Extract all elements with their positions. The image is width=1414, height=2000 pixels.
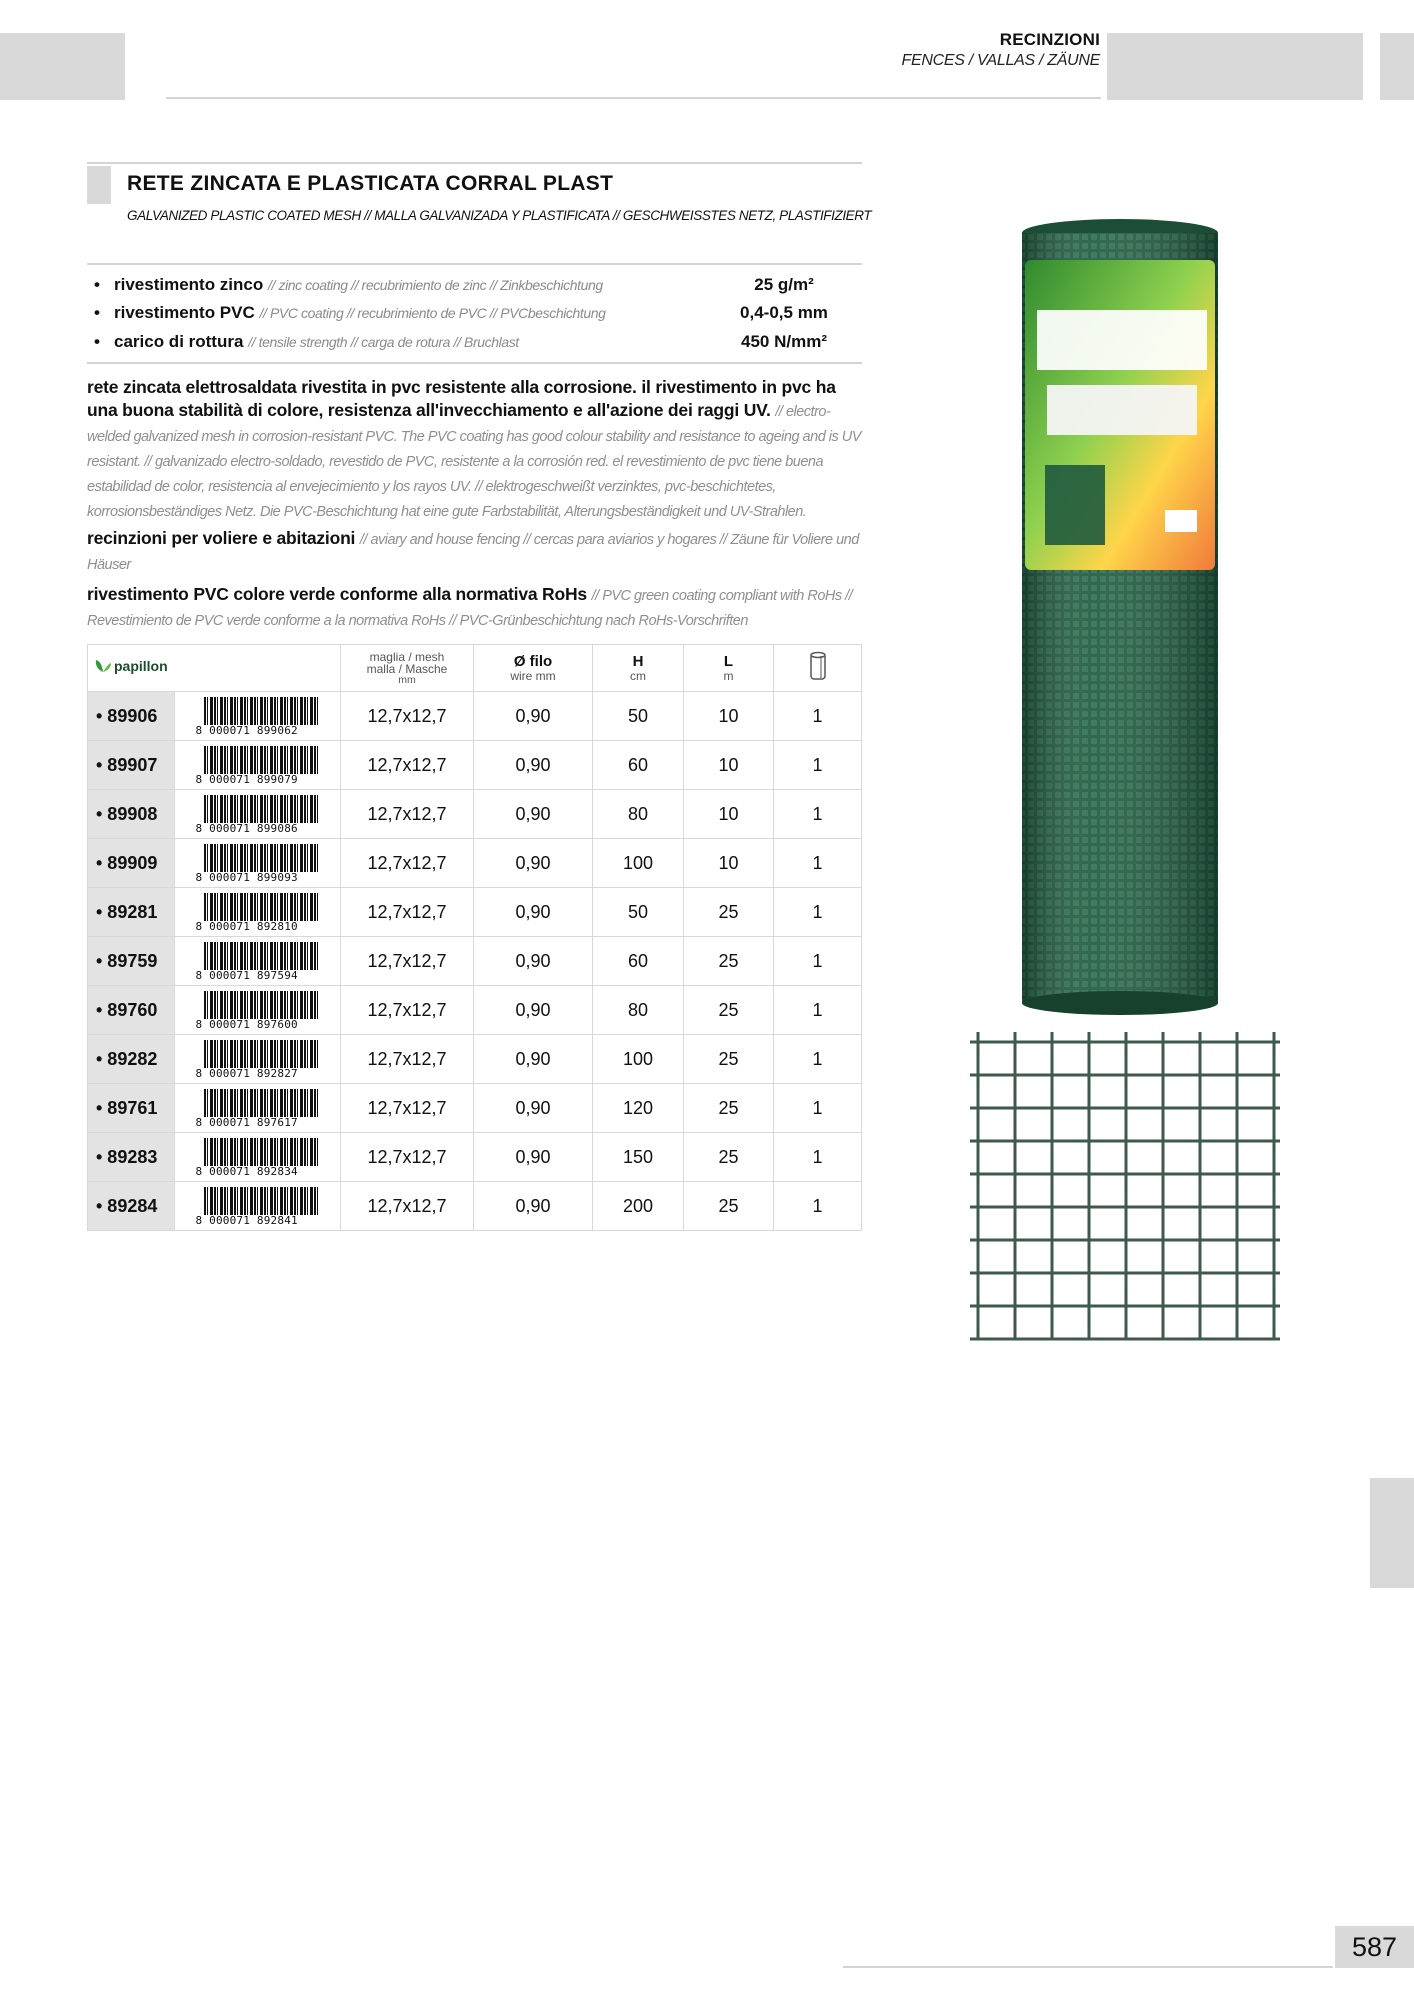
spec-value: 25 g/m²: [754, 275, 814, 294]
barcode-number: 8 000071 892834: [196, 1166, 320, 1178]
barcode-cell: [175, 937, 341, 986]
cell-wire: 0,90: [474, 937, 593, 986]
header-rule: [166, 97, 1101, 99]
cell-qty: 1: [774, 1133, 862, 1182]
cell-wire: 0,90: [474, 888, 593, 937]
barcode-cell: [175, 1182, 341, 1231]
cell-wire: 0,90: [474, 692, 593, 741]
cell-l: 25: [684, 1182, 774, 1231]
barcode: [196, 1185, 320, 1227]
barcode: [196, 891, 320, 933]
cell-h: 50: [593, 888, 684, 937]
barcode-number: 8 000071 897617: [196, 1117, 320, 1129]
cell-qty: 1: [774, 839, 862, 888]
cell-wire: 0,90: [474, 1182, 593, 1231]
papillon-logo: papillon: [94, 658, 168, 674]
bullet: •: [94, 332, 100, 351]
cell-h: 60: [593, 937, 684, 986]
barcode: [196, 695, 320, 737]
table-row: [88, 790, 862, 839]
cell-l: 25: [684, 1035, 774, 1084]
length-header: L m: [684, 645, 774, 692]
section-category: RECINZIONI: [999, 30, 1100, 49]
table-header-row: [88, 645, 862, 692]
description-main: rete zincata elettrosaldata rivestita in pvc resistente alla corrosione. il rivestimento in pvc ha una buona stabilità di colore, resistenza all'invecchiamento e all'azione dei raggi UV.: [87, 377, 836, 420]
barcode-number: 8 000071 892810: [196, 921, 320, 933]
cell-h: 80: [593, 790, 684, 839]
cell-qty: 1: [774, 937, 862, 986]
barcode: [196, 940, 320, 982]
footer-rule: [843, 1966, 1333, 1968]
product-code: • 89281: [88, 888, 175, 937]
cell-qty: 1: [774, 1182, 862, 1231]
cell-mesh: 12,7x12,7: [341, 741, 474, 790]
compliance-main: rivestimento PVC colore verde conforme alla normativa RoHs: [87, 584, 587, 604]
butterfly-icon: [94, 658, 112, 674]
barcode: [196, 1038, 320, 1080]
cell-qty: 1: [774, 790, 862, 839]
spec-label: carico di rottura // tensile strength // carga de rotura // Bruchlast: [114, 332, 519, 351]
barcode-number: 8 000071 899093: [196, 872, 320, 884]
cell-qty: 1: [774, 1084, 862, 1133]
cell-wire: 0,90: [474, 1035, 593, 1084]
cell-h: 50: [593, 692, 684, 741]
product-code: • 89908: [88, 790, 175, 839]
spec-label: rivestimento zinco // zinc coating // recubrimiento de zinc // Zinkbeschichtung: [114, 275, 603, 294]
cell-h: 120: [593, 1084, 684, 1133]
barcode-number: 8 000071 899079: [196, 774, 320, 786]
cell-wire: 0,90: [474, 1133, 593, 1182]
spec-value: 0,4-0,5 mm: [740, 303, 828, 322]
product-code: • 89759: [88, 937, 175, 986]
wire-header: Ø filo wire mm: [474, 645, 593, 692]
cell-mesh: 12,7x12,7: [341, 1133, 474, 1182]
header-tab-right: [1107, 33, 1363, 100]
bullet: •: [94, 275, 100, 294]
spec-label: rivestimento PVC // PVC coating // recubrimiento de PVC // PVCbeschichtung: [114, 303, 606, 322]
product-code: • 89284: [88, 1182, 175, 1231]
product-title: RETE ZINCATA E PLASTICATA CORRAL PLAST: [127, 172, 614, 195]
cell-h: 100: [593, 839, 684, 888]
spec-row-zinc: [94, 275, 844, 301]
cell-wire: 0,90: [474, 986, 593, 1035]
cell-mesh: 12,7x12,7: [341, 790, 474, 839]
quantity-header: [774, 645, 862, 692]
cell-qty: 1: [774, 692, 862, 741]
barcode-cell: [175, 1035, 341, 1084]
compliance-translations: // PVC green coating compliant with RoHs // Revestimiento de PVC verde conforme a la normativa RoHs // PVC-Grünbeschichtung nach RoHs-Vorschriften: [87, 588, 853, 629]
barcode: [196, 793, 320, 835]
mesh-roll-image: [945, 205, 1295, 1055]
table-row: [88, 839, 862, 888]
section-category-translations: FENCES / VALLAS / ZÄUNE: [901, 52, 1100, 69]
table-row: [88, 1182, 862, 1231]
cell-h: 100: [593, 1035, 684, 1084]
header-tab-edge: [1380, 33, 1414, 100]
barcode-cell: [175, 790, 341, 839]
product-code: • 89907: [88, 741, 175, 790]
product-table: [87, 644, 862, 1231]
usage-main: recinzioni per voliere e abitazioni: [87, 528, 356, 548]
barcode: [196, 744, 320, 786]
specs-top-rule: [87, 263, 862, 265]
cell-mesh: 12,7x12,7: [341, 1035, 474, 1084]
usage-translations: // aviary and house fencing // cercas para aviarios y hogares // Zäune für Voliere und Häuser: [87, 532, 859, 573]
cell-qty: 1: [774, 1035, 862, 1084]
cell-mesh: 12,7x12,7: [341, 839, 474, 888]
barcode-cell: [175, 888, 341, 937]
table-row: [88, 986, 862, 1035]
cell-mesh: 12,7x12,7: [341, 1084, 474, 1133]
barcode: [196, 1136, 320, 1178]
spec-value: 450 N/mm²: [741, 332, 827, 351]
barcode-number: 8 000071 897600: [196, 1019, 320, 1031]
title-top-rule: [87, 162, 862, 164]
cell-mesh: 12,7x12,7: [341, 888, 474, 937]
cell-mesh: 12,7x12,7: [341, 986, 474, 1035]
compliance-paragraph: [87, 583, 862, 633]
cell-h: 200: [593, 1182, 684, 1231]
height-header: H cm: [593, 645, 684, 692]
product-code: • 89282: [88, 1035, 175, 1084]
barcode-cell: [175, 1084, 341, 1133]
description-translations: // electro-welded galvanized mesh in corrosion-resistant PVC. The PVC coating has good colour stability and resistance to ageing and is UV resistant. // galvanizado electro-soldado, revestido de PVC, resistente a la corrosión red. el revestimiento de pvc tiene buena estabilidad de color, resistencia al envejecimiento y los rayos UV. // elektrogeschweißt verzinktes, pvc-beschichtetes, korrosionsbeständiges Netz. Die PVC-Beschichtung hat eine gute Farbstabilität, Alterungsbeständigkeit und UV-Strahlen.: [87, 404, 861, 520]
barcode-cell: [175, 1133, 341, 1182]
barcode-number: 8 000071 892827: [196, 1068, 320, 1080]
product-code: • 89760: [88, 986, 175, 1035]
cell-h: 80: [593, 986, 684, 1035]
barcode-cell: [175, 741, 341, 790]
product-code: • 89761: [88, 1084, 175, 1133]
spec-row-tensile: [94, 332, 844, 358]
product-code: • 89906: [88, 692, 175, 741]
cell-mesh: 12,7x12,7: [341, 937, 474, 986]
product-code: • 89283: [88, 1133, 175, 1182]
table-row: [88, 888, 862, 937]
mesh-detail-image: [970, 1030, 1285, 1350]
barcode-number: 8 000071 897594: [196, 970, 320, 982]
barcode-cell: [175, 839, 341, 888]
cell-h: 150: [593, 1133, 684, 1182]
cell-l: 25: [684, 937, 774, 986]
table-row: [88, 692, 862, 741]
cell-l: 25: [684, 1084, 774, 1133]
header-tab-left: [0, 33, 125, 100]
brand-header-cell: [88, 645, 341, 692]
page-number: 587: [1335, 1926, 1414, 1968]
cell-l: 10: [684, 741, 774, 790]
barcode-number: 8 000071 899062: [196, 725, 320, 737]
barcode-number: 8 000071 892841: [196, 1215, 320, 1227]
barcode: [196, 989, 320, 1031]
cell-l: 10: [684, 790, 774, 839]
cell-mesh: 12,7x12,7: [341, 1182, 474, 1231]
cell-wire: 0,90: [474, 1084, 593, 1133]
table-row: [88, 937, 862, 986]
cell-l: 25: [684, 888, 774, 937]
product-subtitle: GALVANIZED PLASTIC COATED MESH // MALLA GALVANIZADA Y PLASTIFICATA // GESCHWEISSTES NETZ, PLASTIFIZIERT: [127, 208, 872, 223]
table-row: [88, 741, 862, 790]
barcode-number: 8 000071 899086: [196, 823, 320, 835]
barcode: [196, 842, 320, 884]
side-tab: [1370, 1478, 1414, 1588]
spec-row-pvc: [94, 303, 844, 329]
cell-wire: 0,90: [474, 790, 593, 839]
specs-bottom-rule: [87, 362, 862, 364]
cell-h: 60: [593, 741, 684, 790]
roll-icon: [809, 651, 827, 681]
cell-qty: 1: [774, 741, 862, 790]
cell-l: 25: [684, 1133, 774, 1182]
cell-mesh: 12,7x12,7: [341, 692, 474, 741]
table-row: [88, 1084, 862, 1133]
description-paragraph: [87, 376, 862, 524]
title-marker: [87, 166, 111, 204]
cell-wire: 0,90: [474, 839, 593, 888]
barcode-cell: [175, 986, 341, 1035]
barcode: [196, 1087, 320, 1129]
cell-wire: 0,90: [474, 741, 593, 790]
bullet: •: [94, 303, 100, 322]
table-row: [88, 1035, 862, 1084]
mesh-header: maglia / mesh malla / Masche mm: [341, 645, 474, 692]
cell-l: 10: [684, 692, 774, 741]
product-code: • 89909: [88, 839, 175, 888]
usage-paragraph: [87, 527, 862, 577]
barcode-cell: [175, 692, 341, 741]
cell-qty: 1: [774, 986, 862, 1035]
cell-qty: 1: [774, 888, 862, 937]
cell-l: 10: [684, 839, 774, 888]
cell-l: 25: [684, 986, 774, 1035]
table-row: [88, 1133, 862, 1182]
